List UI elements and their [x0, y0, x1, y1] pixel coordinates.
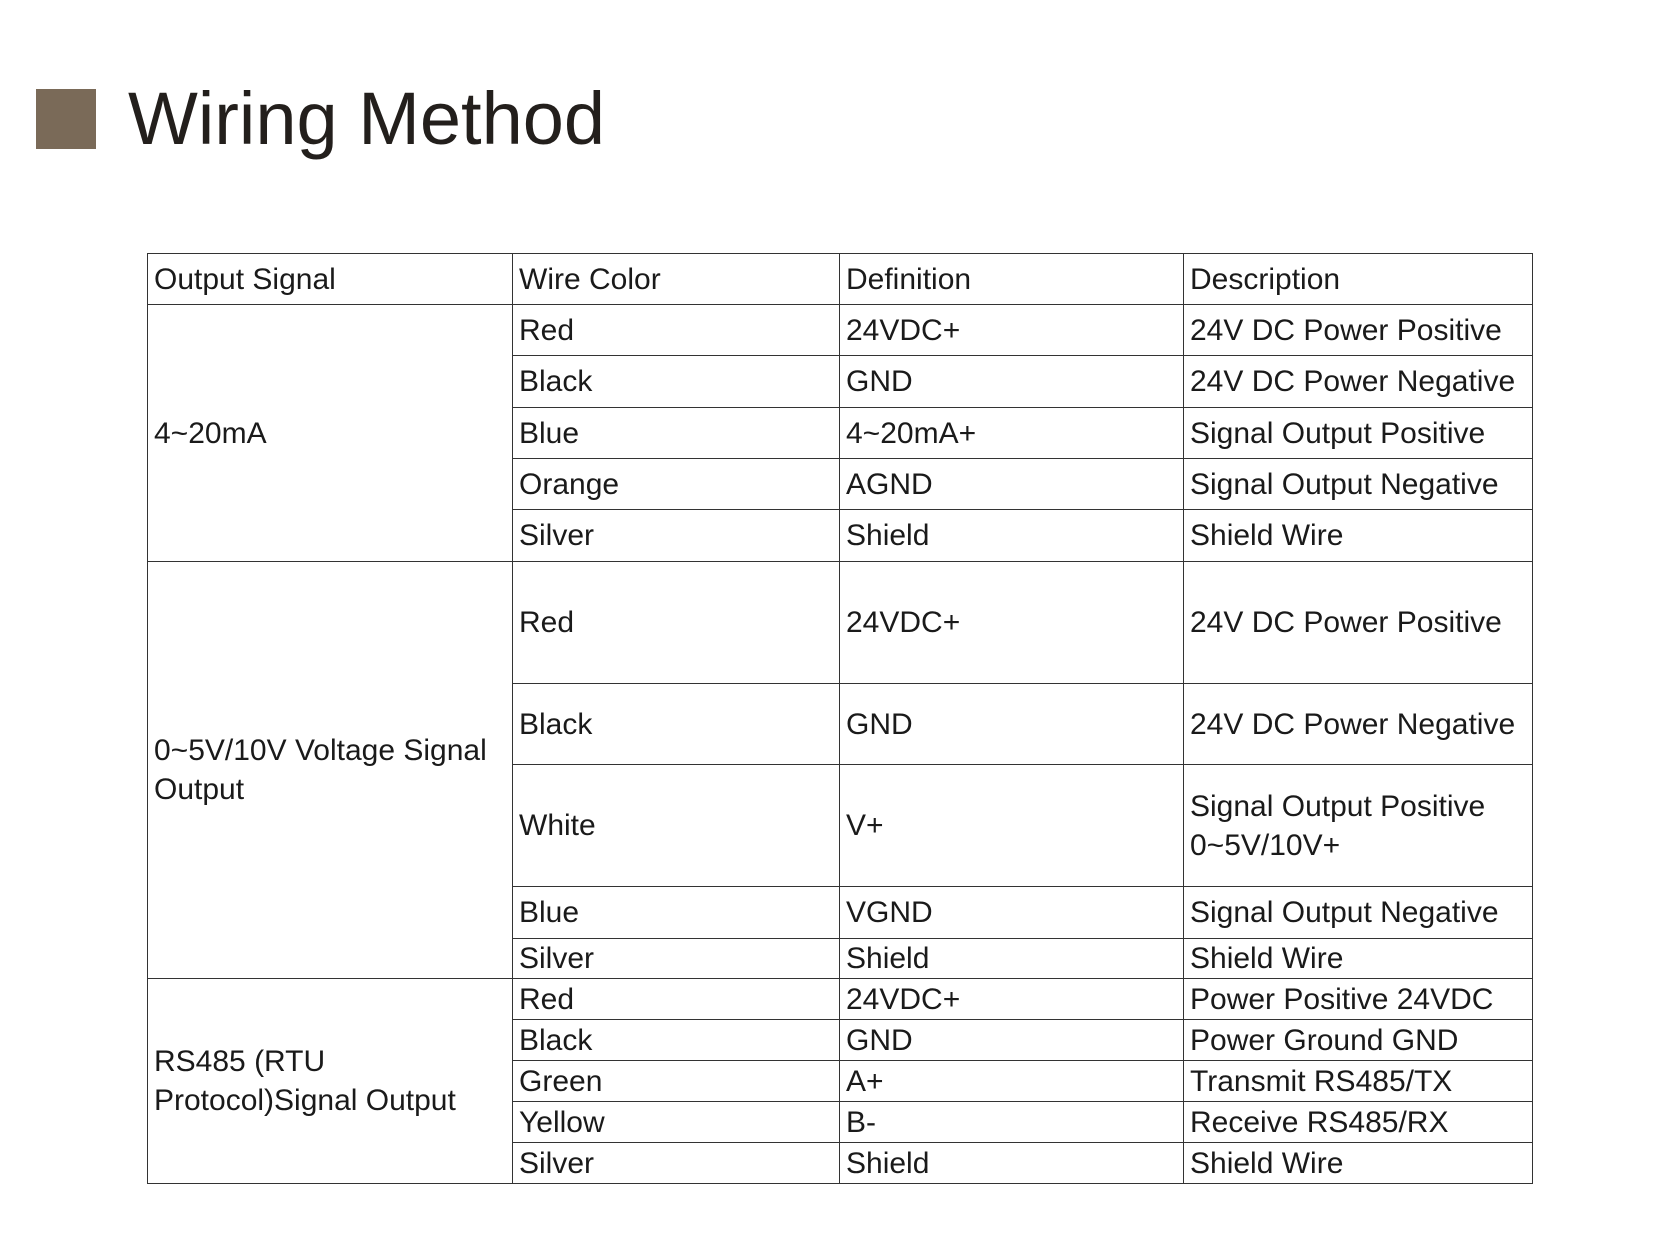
wire-color-cell: Red	[513, 562, 840, 684]
table-row	[148, 305, 1533, 356]
definition-cell: GND	[840, 356, 1184, 408]
wire-color-cell: Red	[513, 979, 840, 1020]
wire-color-cell: Blue	[513, 887, 840, 939]
definition-cell: 24VDC+	[840, 562, 1184, 684]
header-wire-color: Wire Color	[513, 254, 840, 305]
table-row	[148, 562, 1533, 684]
definition-cell: GND	[840, 1020, 1184, 1061]
description-cell: Transmit RS485/TX	[1184, 1061, 1533, 1102]
output-signal-cell: 4~20mA	[148, 305, 513, 562]
wire-color-cell: Orange	[513, 459, 840, 510]
wire-color-cell: Silver	[513, 939, 840, 979]
heading-square-icon	[36, 89, 96, 149]
definition-cell: 4~20mA+	[840, 408, 1184, 459]
description-cell: Signal Output Negative	[1184, 887, 1533, 939]
page-title: Wiring Method	[128, 77, 606, 160]
page-heading	[36, 77, 606, 160]
description-cell: Signal Output Negative	[1184, 459, 1533, 510]
description-cell: Power Positive 24VDC	[1184, 979, 1533, 1020]
header-description: Description	[1184, 254, 1533, 305]
definition-cell: 24VDC+	[840, 305, 1184, 356]
wire-color-cell: Red	[513, 305, 840, 356]
definition-cell: AGND	[840, 459, 1184, 510]
description-cell: Signal Output Positive	[1184, 408, 1533, 459]
wire-color-cell: Black	[513, 356, 840, 408]
definition-cell: Shield	[840, 1143, 1184, 1184]
definition-cell: Shield	[840, 510, 1184, 562]
wire-color-cell: Black	[513, 684, 840, 765]
wire-color-cell: Black	[513, 1020, 840, 1061]
description-cell: Power Ground GND	[1184, 1020, 1533, 1061]
definition-cell: VGND	[840, 887, 1184, 939]
description-cell: 24V DC Power Negative	[1184, 684, 1533, 765]
definition-cell: V+	[840, 765, 1184, 887]
description-cell: 24V DC Power Negative	[1184, 356, 1533, 408]
definition-cell: A+	[840, 1061, 1184, 1102]
output-signal-cell: RS485 (RTU Protocol)Signal Output	[148, 979, 513, 1184]
definition-cell: Shield	[840, 939, 1184, 979]
wire-color-cell: Green	[513, 1061, 840, 1102]
description-cell: 24V DC Power Positive	[1184, 305, 1533, 356]
wire-color-cell: Yellow	[513, 1102, 840, 1143]
wiring-table	[147, 253, 1533, 1184]
header-output-signal: Output Signal	[148, 254, 513, 305]
definition-cell: 24VDC+	[840, 979, 1184, 1020]
wire-color-cell: Blue	[513, 408, 840, 459]
description-cell: Shield Wire	[1184, 510, 1533, 562]
output-signal-cell: 0~5V/10V Voltage Signal Output	[148, 562, 513, 979]
table-header-row	[148, 254, 1533, 305]
definition-cell: GND	[840, 684, 1184, 765]
description-cell: Shield Wire	[1184, 939, 1533, 979]
wire-color-cell: Silver	[513, 510, 840, 562]
header-definition: Definition	[840, 254, 1184, 305]
wire-color-cell: White	[513, 765, 840, 887]
wire-color-cell: Silver	[513, 1143, 840, 1184]
table-row	[148, 979, 1533, 1020]
description-cell: 24V DC Power Positive	[1184, 562, 1533, 684]
description-cell: Shield Wire	[1184, 1143, 1533, 1184]
description-cell: Receive RS485/RX	[1184, 1102, 1533, 1143]
definition-cell: B-	[840, 1102, 1184, 1143]
description-cell: Signal Output Positive 0~5V/10V+	[1184, 765, 1533, 887]
